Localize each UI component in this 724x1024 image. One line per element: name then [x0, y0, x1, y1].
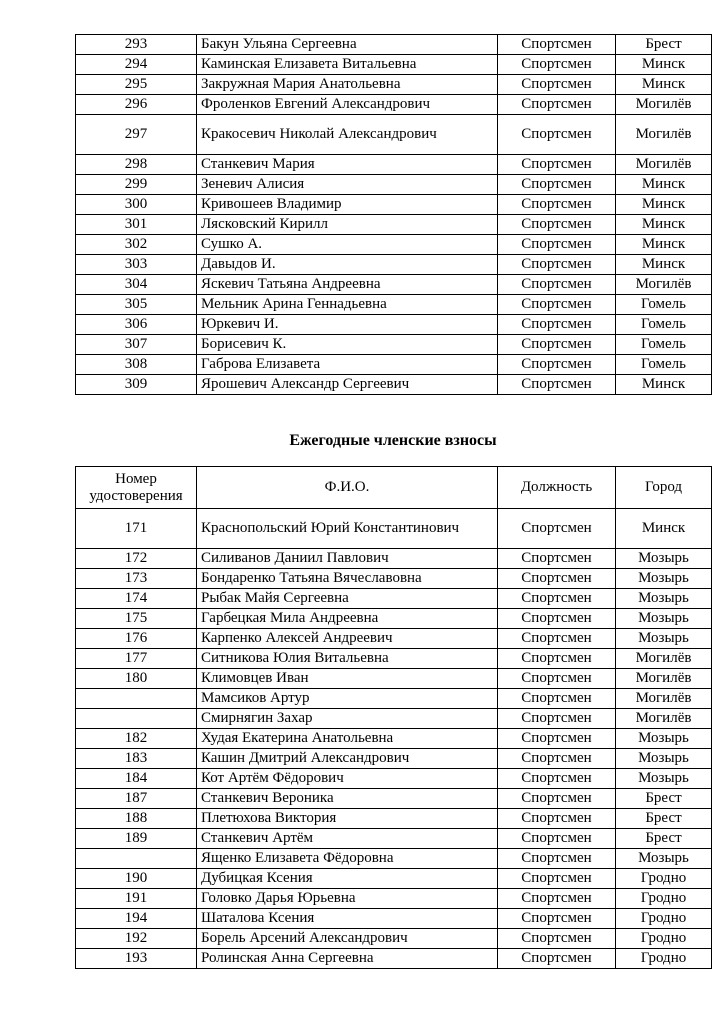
table-row	[76, 689, 712, 709]
members-table-continued	[75, 34, 712, 395]
member-position: Спортсмен	[498, 689, 616, 709]
table-row	[76, 509, 712, 549]
member-number: 191	[76, 889, 197, 909]
table-row	[76, 949, 712, 969]
member-city: Минск	[616, 509, 712, 549]
member-name: Климовцев Иван	[197, 669, 498, 689]
table-row	[76, 255, 712, 275]
table-row	[76, 335, 712, 355]
member-name: Кот Артём Фёдорович	[197, 769, 498, 789]
member-name: Борисевич К.	[197, 335, 498, 355]
member-number: 188	[76, 809, 197, 829]
member-number: 177	[76, 649, 197, 669]
member-name: Кашин Дмитрий Александрович	[197, 749, 498, 769]
member-city: Мозырь	[616, 549, 712, 569]
member-position: Спортсмен	[498, 55, 616, 75]
member-name: Бондаренко Татьяна Вячеславовна	[197, 569, 498, 589]
member-city: Гродно	[616, 949, 712, 969]
member-city: Мозырь	[616, 729, 712, 749]
member-number: 172	[76, 549, 197, 569]
member-name: Бакун Ульяна Сергеевна	[197, 35, 498, 55]
member-number: 307	[76, 335, 197, 355]
member-name: Борель Арсений Александрович	[197, 929, 498, 949]
member-city: Минск	[616, 175, 712, 195]
member-city: Мозырь	[616, 849, 712, 869]
section-title: Ежегодные членские взносы	[289, 432, 497, 449]
member-name: Ситникова Юлия Витальевна	[197, 649, 498, 669]
member-city: Мозырь	[616, 629, 712, 649]
member-city: Гродно	[616, 929, 712, 949]
member-name: Габрова Елизавета	[197, 355, 498, 375]
member-city: Минск	[616, 55, 712, 75]
header-position: Должность	[498, 467, 616, 509]
member-city: Гомель	[616, 295, 712, 315]
member-name: Зеневич Алисия	[197, 175, 498, 195]
member-city: Брест	[616, 789, 712, 809]
member-position: Спортсмен	[498, 629, 616, 649]
member-position: Спортсмен	[498, 75, 616, 95]
member-number: 192	[76, 929, 197, 949]
member-city: Минск	[616, 215, 712, 235]
member-name: Юркевич И.	[197, 315, 498, 335]
member-number: 308	[76, 355, 197, 375]
member-city: Могилёв	[616, 95, 712, 115]
member-number: 193	[76, 949, 197, 969]
member-city: Минск	[616, 255, 712, 275]
member-name: Фроленков Евгений Александрович	[197, 95, 498, 115]
table-row	[76, 629, 712, 649]
header-number: Номер удостоверения	[76, 467, 197, 509]
member-city: Гродно	[616, 869, 712, 889]
table-row	[76, 95, 712, 115]
member-position: Спортсмен	[498, 375, 616, 395]
member-name: Давыдов И.	[197, 255, 498, 275]
member-position: Спортсмен	[498, 709, 616, 729]
member-position: Спортсмен	[498, 609, 616, 629]
table-row	[76, 609, 712, 629]
member-position: Спортсмен	[498, 35, 616, 55]
member-name: Мельник Арина Геннадьевна	[197, 295, 498, 315]
header-city: Город	[616, 467, 712, 509]
member-city: Минск	[616, 375, 712, 395]
member-city: Брест	[616, 829, 712, 849]
member-name: Ярошевич Александр Сергеевич	[197, 375, 498, 395]
member-number: 305	[76, 295, 197, 315]
member-number: 184	[76, 769, 197, 789]
member-position: Спортсмен	[498, 669, 616, 689]
member-number: 301	[76, 215, 197, 235]
table-row	[76, 769, 712, 789]
table-row	[76, 215, 712, 235]
member-number: 304	[76, 275, 197, 295]
member-position: Спортсмен	[498, 215, 616, 235]
table-row	[76, 75, 712, 95]
member-name: Головко Дарья Юрьевна	[197, 889, 498, 909]
table-row	[76, 235, 712, 255]
member-city: Могилёв	[616, 115, 712, 155]
member-name: Рыбак Майя Сергеевна	[197, 589, 498, 609]
member-number: 183	[76, 749, 197, 769]
member-position: Спортсмен	[498, 829, 616, 849]
member-city: Могилёв	[616, 649, 712, 669]
member-number: 175	[76, 609, 197, 629]
member-city: Мозырь	[616, 749, 712, 769]
table-row	[76, 355, 712, 375]
member-position: Спортсмен	[498, 235, 616, 255]
member-number: 176	[76, 629, 197, 649]
member-city: Минск	[616, 235, 712, 255]
member-number: 306	[76, 315, 197, 335]
member-city: Могилёв	[616, 709, 712, 729]
table-row	[76, 909, 712, 929]
member-name: Станкевич Артём	[197, 829, 498, 849]
member-number: 294	[76, 55, 197, 75]
member-name: Ященко Елизавета Фёдоровна	[197, 849, 498, 869]
member-name: Станкевич Мария	[197, 155, 498, 175]
member-position: Спортсмен	[498, 869, 616, 889]
member-position: Спортсмен	[498, 275, 616, 295]
member-number: 296	[76, 95, 197, 115]
member-city: Могилёв	[616, 669, 712, 689]
member-name: Карпенко Алексей Андреевич	[197, 629, 498, 649]
annual-fees-table-body	[76, 509, 712, 969]
member-name: Дубицкая Ксения	[197, 869, 498, 889]
member-number: 302	[76, 235, 197, 255]
member-city: Гомель	[616, 355, 712, 375]
member-name: Смирнягин Захар	[197, 709, 498, 729]
member-position: Спортсмен	[498, 355, 616, 375]
member-position: Спортсмен	[498, 195, 616, 215]
header-full-name: Ф.И.О.	[197, 467, 498, 509]
member-city: Мозырь	[616, 589, 712, 609]
member-name: Яскевич Татьяна Андреевна	[197, 275, 498, 295]
member-number: 174	[76, 589, 197, 609]
table-row	[76, 175, 712, 195]
member-position: Спортсмен	[498, 115, 616, 155]
member-position: Спортсмен	[498, 769, 616, 789]
member-city: Гродно	[616, 889, 712, 909]
table-row	[76, 549, 712, 569]
table-row	[76, 275, 712, 295]
member-city: Минск	[616, 195, 712, 215]
member-position: Спортсмен	[498, 749, 616, 769]
member-number: 180	[76, 669, 197, 689]
member-city: Гомель	[616, 335, 712, 355]
member-position: Спортсмен	[498, 295, 616, 315]
member-name: Закружная Мария Анатольевна	[197, 75, 498, 95]
member-city: Брест	[616, 35, 712, 55]
table-row	[76, 869, 712, 889]
member-city: Мозырь	[616, 769, 712, 789]
member-number: 309	[76, 375, 197, 395]
member-position: Спортсмен	[498, 335, 616, 355]
table-row	[76, 195, 712, 215]
member-number: 173	[76, 569, 197, 589]
member-position: Спортсмен	[498, 909, 616, 929]
member-name: Плетюхова Виктория	[197, 809, 498, 829]
member-number: 303	[76, 255, 197, 275]
member-position: Спортсмен	[498, 849, 616, 869]
members-table-body	[76, 35, 712, 395]
member-position: Спортсмен	[498, 809, 616, 829]
member-position: Спортсмен	[498, 589, 616, 609]
member-position: Спортсмен	[498, 175, 616, 195]
member-position: Спортсмен	[498, 889, 616, 909]
member-name: Ролинская Анна Сергеевна	[197, 949, 498, 969]
member-city: Мозырь	[616, 609, 712, 629]
member-city: Могилёв	[616, 275, 712, 295]
member-position: Спортсмен	[498, 949, 616, 969]
table-row	[76, 649, 712, 669]
table-row	[76, 809, 712, 829]
table-row	[76, 889, 712, 909]
table-row	[76, 789, 712, 809]
member-city: Могилёв	[616, 155, 712, 175]
member-number: 190	[76, 869, 197, 889]
member-position: Спортсмен	[498, 729, 616, 749]
table-row	[76, 35, 712, 55]
member-position: Спортсмен	[498, 549, 616, 569]
member-name: Краснопольский Юрий Константинович	[197, 509, 498, 549]
member-name: Кривошеев Владимир	[197, 195, 498, 215]
member-number: 194	[76, 909, 197, 929]
member-number: 297	[76, 115, 197, 155]
table-header-row	[76, 467, 712, 509]
table-row	[76, 115, 712, 155]
member-city: Брест	[616, 809, 712, 829]
table-row	[76, 709, 712, 729]
table-row	[76, 749, 712, 769]
member-city: Могилёв	[616, 689, 712, 709]
member-number	[76, 689, 197, 709]
table-row	[76, 829, 712, 849]
table-row	[76, 55, 712, 75]
table-row	[76, 929, 712, 949]
table-row	[76, 849, 712, 869]
table-row	[76, 375, 712, 395]
member-name: Каминская Елизавета Витальевна	[197, 55, 498, 75]
member-city: Гомель	[616, 315, 712, 335]
member-name: Силиванов Даниил Павлович	[197, 549, 498, 569]
member-number: 187	[76, 789, 197, 809]
annual-fees-table	[75, 466, 712, 969]
table-row	[76, 669, 712, 689]
table-row	[76, 569, 712, 589]
member-number: 295	[76, 75, 197, 95]
member-number: 182	[76, 729, 197, 749]
member-position: Спортсмен	[498, 789, 616, 809]
member-number: 293	[76, 35, 197, 55]
member-number: 189	[76, 829, 197, 849]
member-name: Шаталова Ксения	[197, 909, 498, 929]
member-number: 298	[76, 155, 197, 175]
member-position: Спортсмен	[498, 569, 616, 589]
member-position: Спортсмен	[498, 155, 616, 175]
member-number	[76, 709, 197, 729]
member-name: Станкевич Вероника	[197, 789, 498, 809]
member-name: Худая Екатерина Анатольевна	[197, 729, 498, 749]
table-row	[76, 729, 712, 749]
member-name: Сушко А.	[197, 235, 498, 255]
member-number: 300	[76, 195, 197, 215]
table-row	[76, 589, 712, 609]
member-name: Лясковский Кирилл	[197, 215, 498, 235]
table-row	[76, 315, 712, 335]
member-position: Спортсмен	[498, 929, 616, 949]
member-city: Гродно	[616, 909, 712, 929]
member-number: 299	[76, 175, 197, 195]
member-number: 171	[76, 509, 197, 549]
table-row	[76, 155, 712, 175]
member-name: Кракосевич Николай Александрович	[197, 115, 498, 155]
member-position: Спортсмен	[498, 315, 616, 335]
member-position: Спортсмен	[498, 509, 616, 549]
member-name: Мамсиков Артур	[197, 689, 498, 709]
table-row	[76, 295, 712, 315]
member-city: Минск	[616, 75, 712, 95]
member-position: Спортсмен	[498, 649, 616, 669]
member-name: Гарбецкая Мила Андреевна	[197, 609, 498, 629]
member-number	[76, 849, 197, 869]
member-city: Мозырь	[616, 569, 712, 589]
member-position: Спортсмен	[498, 255, 616, 275]
member-position: Спортсмен	[498, 95, 616, 115]
